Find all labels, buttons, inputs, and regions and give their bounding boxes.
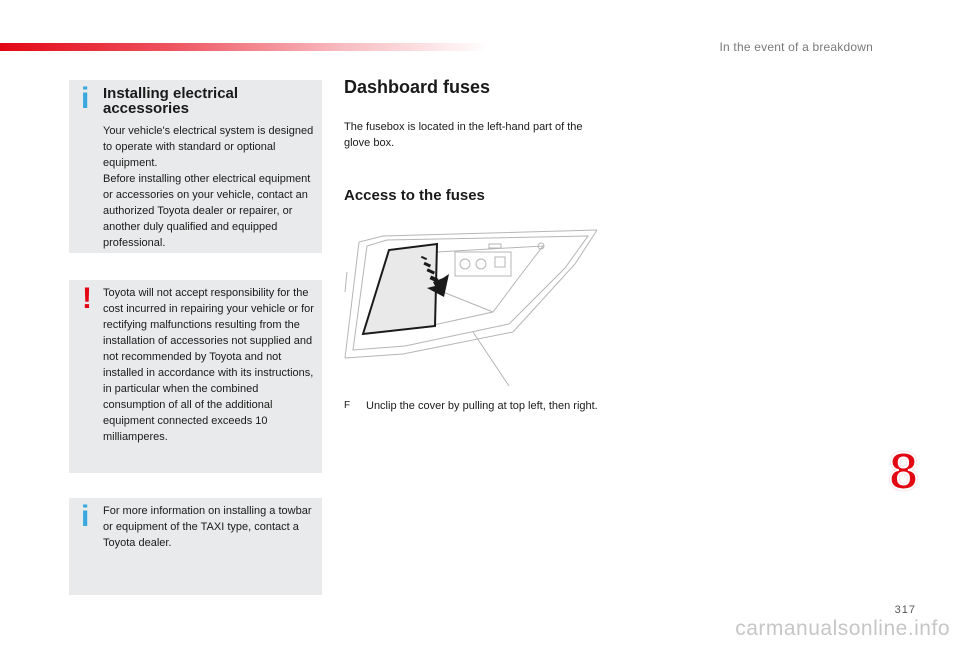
warning-box: [69, 280, 322, 473]
page-title: Dashboard fuses: [344, 77, 491, 97]
box-text: Your vehicle's electrical system is designed to operate with standard or optional equipment. Before installing other electrical equipment or accessories on your vehicle, contact an authorized Toyota dealer or repairer, or another duly qualified and equipped professional.: [103, 125, 314, 249]
page-number: 317: [894, 604, 916, 616]
section-subtitle: Access to the fuses: [344, 187, 485, 204]
box-title: Installing electrical accessories: [103, 85, 239, 117]
watermark-text: carmanualsonline.info: [735, 617, 950, 640]
info-box-towbar: [69, 498, 322, 595]
info-icon: i: [81, 82, 90, 115]
info-text: For more information on installing a towbar or equipment of the TAXI type, contact a Toyota dealer.: [103, 505, 312, 549]
instruction-text: Unclip the cover by pulling at top left, then right.: [366, 400, 598, 412]
chapter-number: 8: [889, 443, 918, 501]
info-box-accessories: [69, 80, 322, 253]
info-icon: i: [81, 500, 90, 533]
bullet-mark: F: [344, 400, 351, 411]
warning-icon: !: [82, 282, 92, 315]
intro-text: The fusebox is located in the left-hand part of the glove box.: [344, 121, 583, 149]
warning-text: Toyota will not accept responsibility for the cost incurred in repairing your vehicle or for rectifying malfunctions resulting from the installation of accessories not supplied and not recommended by Toyota and not installed in accordance with its instructions, in particular when the combined consumption of all of the additional equipment connected exceeds 10 milliamperes.: [103, 287, 314, 443]
chapter-header: In the event of a breakdown: [719, 40, 873, 54]
glove-box-diagram: [343, 222, 599, 388]
header-stripe: [0, 43, 490, 51]
glove-box-illustration: [343, 222, 599, 388]
